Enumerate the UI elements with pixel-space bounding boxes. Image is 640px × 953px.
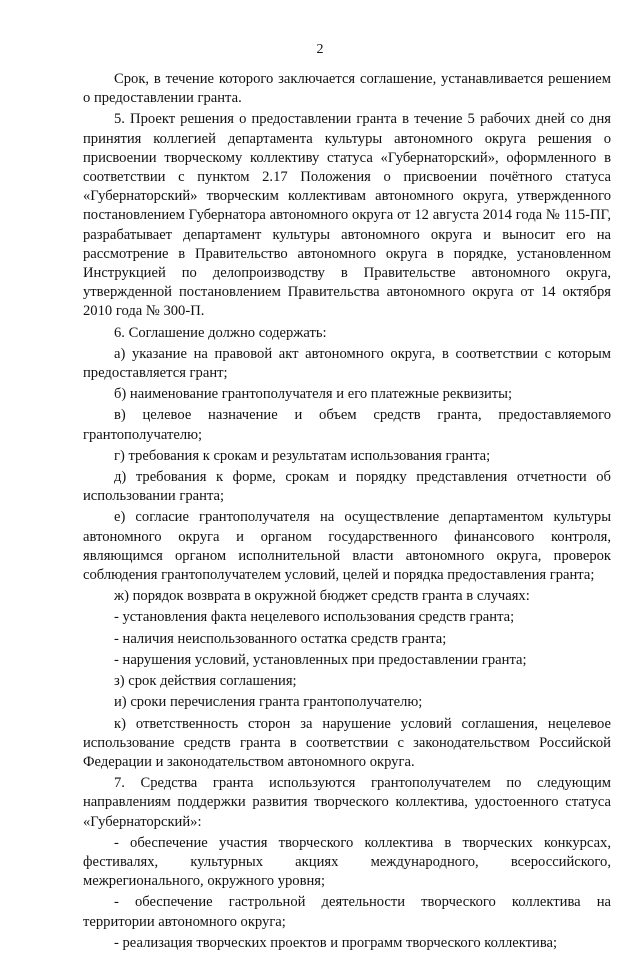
list-item-b: б) наименование грантополучателя и его платежные реквизиты; — [114, 386, 513, 403]
paragraph-item-7: 7. Средства гранта используются грантополучателем по следующим направлениям поддержки развития творческого коллектива, удостоенного статуса «Губернаторский»: — [83, 775, 611, 830]
sub-item-violation: - нарушения условий, установленных при предоставлении гранта; — [114, 651, 527, 668]
list-item-d: д) требования к форме, срокам и порядку представления отчетности об использовании гранта; — [83, 469, 611, 505]
list-item-e: е) согласие грантополучателя на осуществление департаментом культуры автономного округа и органом государственного финансового контроля, являющимся органом исполнительной власти автономного округа, проверок соблюдения грантополучателем условий, целей и порядка предоставления гранта; — [83, 509, 611, 584]
direction-touring: - обеспечение гастрольной деятельности творческого коллектива на территории автономного округа; — [83, 894, 611, 930]
list-item-i: и) сроки перечисления гранта грантополучателю; — [114, 694, 423, 711]
list-item-a: а) указание на правовой акт автономного округа, в соответствии с которым предоставляется грант; — [83, 345, 611, 382]
direction-participation: - обеспечение участия творческого коллектива в творческих конкурсах, фестивалях, культурных акциях международного, всероссийского, межрегионального, окружного уровня; — [83, 834, 611, 890]
paragraph-grant-term: Срок, в течение которого заключается соглашение, устанавливается решением о предоставлении гранта. — [83, 71, 611, 107]
list-item-zh: ж) порядок возврата в окружной бюджет средств гранта в случаях: — [114, 588, 530, 605]
list-item-g: г) требования к срокам и результатам использования гранта; — [114, 447, 491, 464]
page-number: 2 — [316, 42, 324, 57]
list-item-z: з) срок действия соглашения; — [114, 673, 297, 690]
paragraph-item-5: 5. Проект решения о предоставлении гранта в течение 5 рабочих дней со дня принятия коллегией департамента культуры автономного округа решения о присвоении творческому коллективу статуса «Губернаторский», оформленного в соответствии с пунктом 2.17 Положения о присвоении почётного статуса «Губернаторский» творческим коллективам автономного округа, утвержденного постановлением Губернатора автономного округа от 12 августа 2014 года № 115-ПГ, разрабатывает департамент культуры автономного округа и выносит его на рассмотрение в Правительство автономного округа в порядке, установленном Инструкцией по делопроизводству в Правительстве автономного округа, утвержденной постановлением Правительства автономного округа от 14 октября 2010 года № 300-П. — [83, 111, 611, 320]
list-item-k: к) ответственность сторон за нарушение условий соглашения, нецелевое использование средств гранта в соответствии с законодательством Российской Федерации и законодательством автономного округа. — [83, 715, 611, 770]
direction-projects: - реализация творческих проектов и программ творческого коллектива; — [114, 934, 558, 951]
paragraph-item-6: 6. Соглашение должно содержать: — [114, 324, 327, 341]
sub-item-misuse: - установления факта нецелевого использования средств гранта; — [114, 609, 515, 626]
sub-item-unused-balance: - наличия неиспользованного остатка средств гранта; — [114, 630, 447, 647]
document-body — [83, 70, 611, 953]
list-item-v: в) целевое назначение и объем средств гранта, предоставляемого грантополучателю; — [83, 407, 611, 443]
